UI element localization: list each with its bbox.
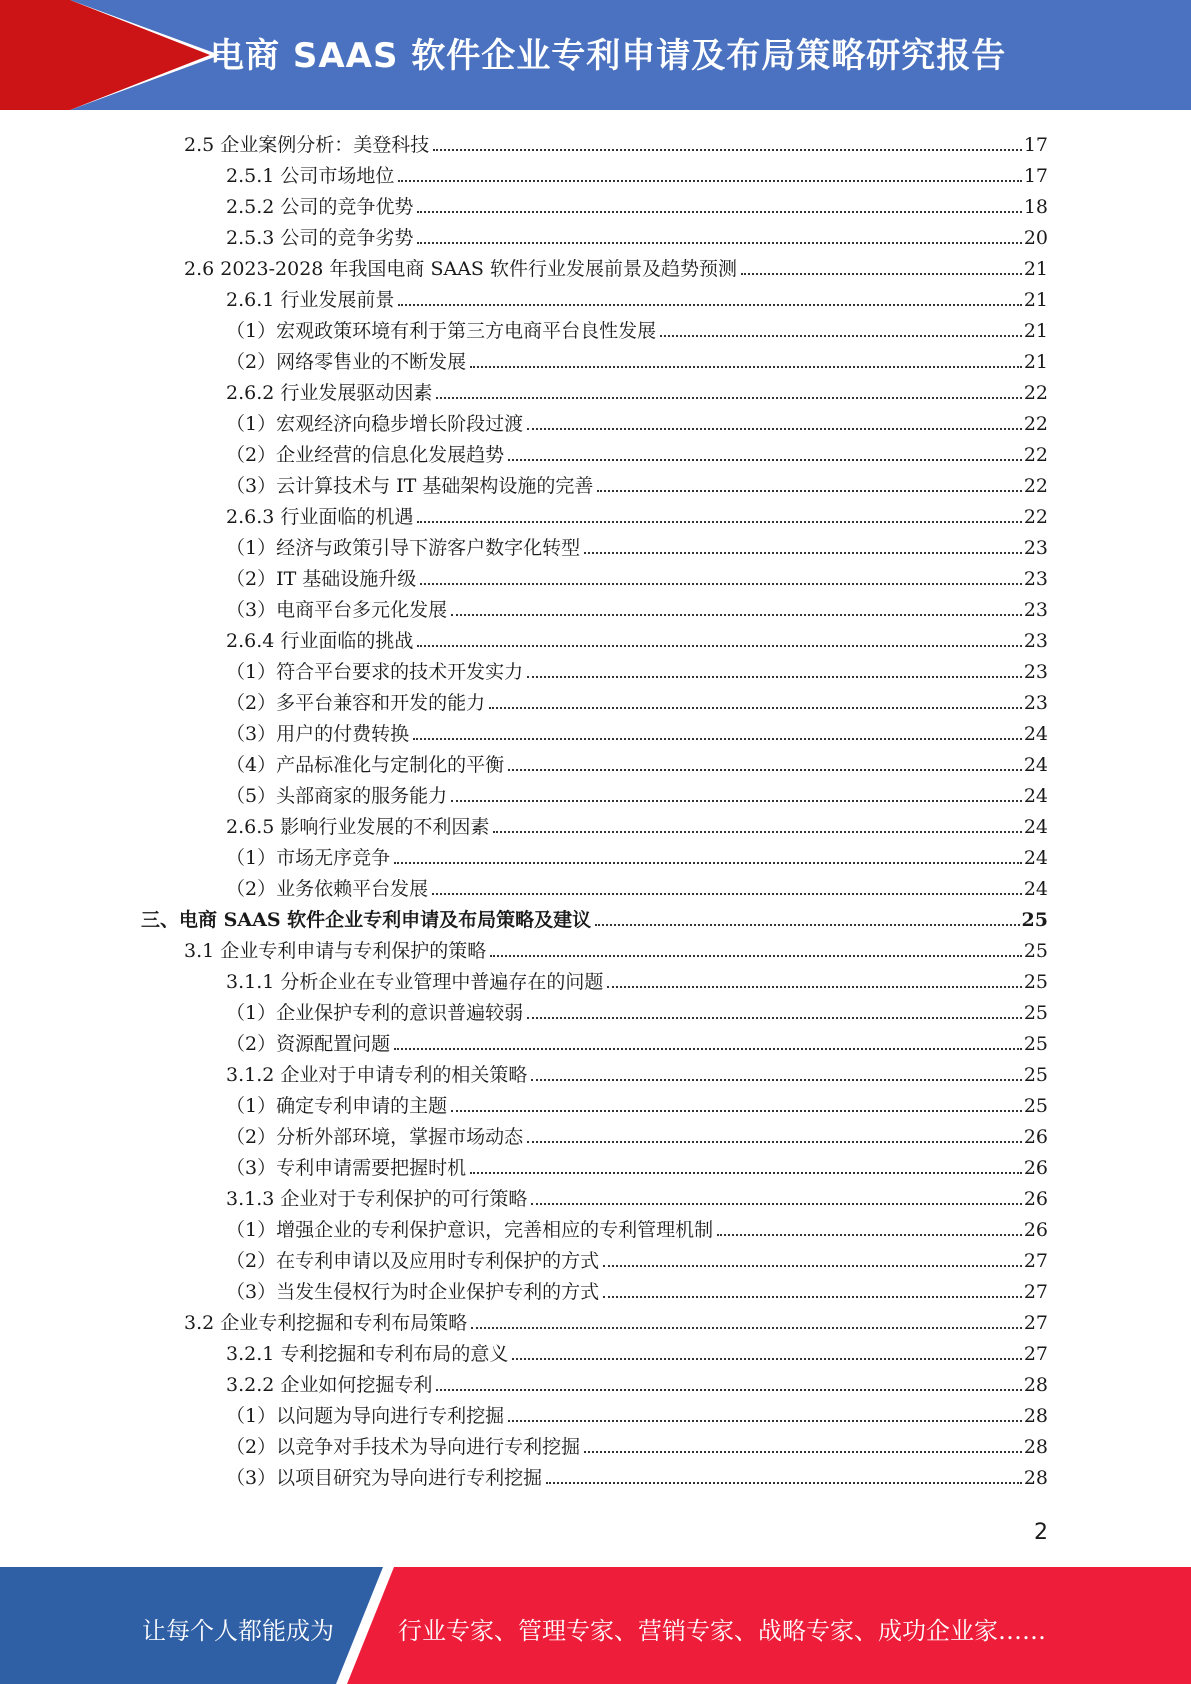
toc-entry-page: 25 xyxy=(1023,1095,1048,1117)
toc-entry-page: 17 xyxy=(1023,165,1048,187)
toc-entry[interactable] xyxy=(226,529,1048,560)
toc-entry[interactable] xyxy=(226,622,1048,653)
toc-entry-page: 28 xyxy=(1023,1436,1048,1458)
toc-entry-page: 23 xyxy=(1023,599,1048,621)
toc-entry-title: （2）业务依赖平台发展 xyxy=(226,878,429,900)
toc-entry-title: （4）产品标准化与定制化的平衡 xyxy=(226,754,505,776)
toc-leader-dots xyxy=(597,490,1021,492)
toc-leader-dots xyxy=(508,459,1022,461)
toc-entry[interactable] xyxy=(226,343,1048,374)
toc-entry-title: 3.2.1 专利挖掘和专利布局的意义 xyxy=(226,1343,509,1365)
toc-entry[interactable] xyxy=(226,1087,1048,1118)
toc-entry-title: （1）确定专利申请的主题 xyxy=(226,1095,448,1117)
toc-entry-title: （1）宏观经济向稳步增长阶段过渡 xyxy=(226,413,524,435)
toc-entry-title: （3）用户的付费转换 xyxy=(226,723,410,745)
toc-entry-title: 2.5.1 公司市场地位 xyxy=(226,165,395,187)
toc-entry-page: 22 xyxy=(1023,413,1048,435)
toc-entry-title: （1）市场无序竞争 xyxy=(226,847,391,869)
toc-leader-dots xyxy=(398,304,1021,306)
toc-leader-dots xyxy=(451,800,1022,802)
toc-entry-page: 27 xyxy=(1023,1312,1048,1334)
toc-leader-dots xyxy=(527,428,1022,430)
header-arrow xyxy=(70,0,210,110)
toc-entry-page: 26 xyxy=(1023,1126,1048,1148)
toc-leader-dots xyxy=(413,738,1022,740)
toc-entry[interactable] xyxy=(226,498,1048,529)
toc-leader-dots xyxy=(420,583,1022,585)
toc-entry-title: （3）专利申请需要把握时机 xyxy=(226,1157,467,1179)
toc-entry-page: 22 xyxy=(1023,382,1048,404)
toc-entry[interactable] xyxy=(226,1025,1048,1056)
toc-entry-title: 2.6.5 影响行业发展的不利因素 xyxy=(226,816,490,838)
toc-leader-dots xyxy=(470,366,1022,368)
toc-entry[interactable] xyxy=(226,1118,1048,1149)
toc-leader-dots xyxy=(433,149,1022,151)
toc-entry[interactable] xyxy=(184,126,1048,157)
toc-entry[interactable] xyxy=(226,1180,1048,1211)
toc-entry-page: 18 xyxy=(1023,196,1048,218)
toc-leader-dots xyxy=(471,1327,1022,1329)
toc-entry-title: （2）资源配置问题 xyxy=(226,1033,391,1055)
toc-entry-page: 20 xyxy=(1023,227,1048,249)
toc-entry[interactable] xyxy=(226,219,1048,250)
toc-entry-title: （3）电商平台多元化发展 xyxy=(226,599,448,621)
toc-leader-dots xyxy=(508,1420,1022,1422)
toc-entry[interactable] xyxy=(226,653,1048,684)
toc-entry[interactable] xyxy=(226,312,1048,343)
toc-leader-dots xyxy=(527,676,1022,678)
toc-entry-page: 22 xyxy=(1023,475,1048,497)
toc-leader-dots xyxy=(394,862,1022,864)
toc-entry[interactable] xyxy=(226,1211,1048,1242)
toc-leader-dots xyxy=(546,1482,1022,1484)
toc-entry-page: 23 xyxy=(1023,661,1048,683)
toc-leader-dots xyxy=(417,645,1021,647)
toc-leader-dots xyxy=(603,1265,1022,1267)
toc-entry[interactable] xyxy=(226,560,1048,591)
toc-leader-dots xyxy=(436,397,1021,399)
toc-entry-page: 25 xyxy=(1023,1002,1048,1024)
toc-entry-page: 23 xyxy=(1023,692,1048,714)
toc-entry-page: 24 xyxy=(1023,785,1048,807)
page-footer xyxy=(0,1567,1191,1684)
toc-entry-title: （2）多平台兼容和开发的能力 xyxy=(226,692,486,714)
toc-entry-title: 2.6.2 行业发展驱动因素 xyxy=(226,382,433,404)
toc-entry-page: 27 xyxy=(1023,1343,1048,1365)
toc-leader-dots xyxy=(717,1234,1022,1236)
toc-entry-page: 22 xyxy=(1023,444,1048,466)
toc-entry-page: 25 xyxy=(1023,1033,1048,1055)
toc-entry-page: 23 xyxy=(1023,568,1048,590)
toc-leader-dots xyxy=(584,552,1022,554)
toc-entry[interactable] xyxy=(226,684,1048,715)
toc-entry-title: （2）在专利申请以及应用时专利保护的方式 xyxy=(226,1250,600,1272)
toc-entry-page: 21 xyxy=(1023,351,1048,373)
toc-entry[interactable] xyxy=(141,901,1048,932)
toc-leader-dots xyxy=(660,335,1022,337)
toc-entry-title: （2）网络零售业的不断发展 xyxy=(226,351,467,373)
toc-leader-dots xyxy=(398,180,1021,182)
toc-entry[interactable] xyxy=(226,1397,1048,1428)
toc-entry-title: 三、电商 SAAS 软件企业专利申请及布局策略及建议 xyxy=(141,909,592,931)
toc-leader-dots xyxy=(527,1017,1022,1019)
toc-entry[interactable] xyxy=(226,963,1048,994)
toc-entry-title: 2.6 2023-2028 年我国电商 SAAS 软件行业发展前景及趋势预测 xyxy=(184,258,737,280)
toc-leader-dots xyxy=(436,1389,1021,1391)
toc-entry-page: 25 xyxy=(1023,971,1048,993)
toc-entry[interactable] xyxy=(226,1149,1048,1180)
toc-leader-dots xyxy=(417,521,1021,523)
toc-leader-dots xyxy=(417,242,1021,244)
toc-entry-title: 3.2 企业专利挖掘和专利布局策略 xyxy=(184,1312,468,1334)
page-number: 2 xyxy=(1034,1520,1048,1545)
toc-entry-title: （5）头部商家的服务能力 xyxy=(226,785,448,807)
toc-entry-page: 23 xyxy=(1023,537,1048,559)
toc-entry-title: （1）宏观政策环境有利于第三方电商平台良性发展 xyxy=(226,320,657,342)
toc-leader-dots xyxy=(531,1079,1021,1081)
toc-entry[interactable] xyxy=(226,1366,1048,1397)
toc-entry[interactable] xyxy=(226,405,1048,436)
toc-entry-page: 28 xyxy=(1023,1467,1048,1489)
toc-leader-dots xyxy=(607,986,1021,988)
toc-leader-dots xyxy=(603,1296,1022,1298)
toc-entry-title: 3.2.2 企业如何挖掘专利 xyxy=(226,1374,433,1396)
toc-leader-dots xyxy=(527,1141,1022,1143)
toc-entry-page: 23 xyxy=(1023,630,1048,652)
toc-leader-dots xyxy=(512,1358,1021,1360)
toc-entry-title: （2）以竞争对手技术为导向进行专利挖掘 xyxy=(226,1436,581,1458)
toc-entry-page: 25 xyxy=(1023,940,1048,962)
toc-entry[interactable] xyxy=(226,746,1048,777)
toc-entry-title: （1）以问题为导向进行专利挖掘 xyxy=(226,1405,505,1427)
toc-entry[interactable] xyxy=(226,1242,1048,1273)
toc-entry-title: （3）当发生侵权行为时企业保护专利的方式 xyxy=(226,1281,600,1303)
toc-entry[interactable] xyxy=(226,591,1048,622)
toc-entry-title: 3.1.3 企业对于专利保护的可行策略 xyxy=(226,1188,528,1210)
toc-leader-dots xyxy=(584,1451,1022,1453)
toc-leader-dots xyxy=(394,1048,1022,1050)
toc-entry-title: （2）企业经营的信息化发展趋势 xyxy=(226,444,505,466)
toc-entry-title: 2.6.3 行业面临的机遇 xyxy=(226,506,414,528)
toc-entry[interactable] xyxy=(226,1459,1048,1490)
toc-entry-page: 24 xyxy=(1023,816,1048,838)
toc-leader-dots xyxy=(470,1172,1022,1174)
toc-entry-page: 28 xyxy=(1023,1405,1048,1427)
footer-slogan-right: 行业专家、管理专家、营销专家、战略专家、成功企业家…… xyxy=(398,1617,1046,1645)
toc-entry-title: （1）企业保护专利的意识普遍较弱 xyxy=(226,1002,524,1024)
toc-entry[interactable] xyxy=(226,1056,1048,1087)
toc-entry-title: （1）经济与政策引导下游客户数字化转型 xyxy=(226,537,581,559)
toc-entry-page: 24 xyxy=(1023,847,1048,869)
toc-entry-title: （2）IT 基础设施升级 xyxy=(226,568,417,590)
toc-entry-page: 28 xyxy=(1023,1374,1048,1396)
toc-entry-page: 22 xyxy=(1023,506,1048,528)
toc-entry[interactable] xyxy=(226,1335,1048,1366)
toc-entry-page: 27 xyxy=(1023,1281,1048,1303)
toc-leader-dots xyxy=(451,1110,1022,1112)
toc-entry-page: 25 xyxy=(1021,909,1048,931)
toc-entry[interactable] xyxy=(226,808,1048,839)
footer-slogan-left: 让每个人都能成为 xyxy=(142,1617,334,1645)
toc-entry[interactable] xyxy=(184,932,1048,963)
toc-entry[interactable] xyxy=(226,777,1048,808)
toc-entry-page: 17 xyxy=(1023,134,1048,156)
toc-leader-dots xyxy=(489,707,1022,709)
page-header xyxy=(0,0,1191,110)
toc-leader-dots xyxy=(595,924,1019,926)
toc-entry-page: 26 xyxy=(1023,1188,1048,1210)
toc-entry[interactable] xyxy=(226,1273,1048,1304)
toc-entry-title: （3）以项目研究为导向进行专利挖掘 xyxy=(226,1467,543,1489)
toc-entry-title: 3.1.2 企业对于申请专利的相关策略 xyxy=(226,1064,528,1086)
report-title: 电商 SAAS 软件企业专利申请及布局策略研究报告 xyxy=(210,36,1007,76)
toc-leader-dots xyxy=(451,614,1022,616)
toc-entry[interactable] xyxy=(184,1304,1048,1335)
toc-entry-page: 26 xyxy=(1023,1219,1048,1241)
toc-leader-dots xyxy=(741,273,1022,275)
toc-entry-title: 2.6.1 行业发展前景 xyxy=(226,289,395,311)
toc-entry-title: （2）分析外部环境，掌握市场动态 xyxy=(226,1126,524,1148)
toc-entry-title: 3.1.1 分析企业在专业管理中普遍存在的问题 xyxy=(226,971,604,993)
toc-entry[interactable] xyxy=(226,188,1048,219)
toc-entry-page: 27 xyxy=(1023,1250,1048,1272)
toc-entry-title: （1）增强企业的专利保护意识，完善相应的专利管理机制 xyxy=(226,1219,714,1241)
toc-entry[interactable] xyxy=(226,467,1048,498)
toc-entry-title: 2.5.3 公司的竞争劣势 xyxy=(226,227,414,249)
toc-entry-title: 2.5.2 公司的竞争优势 xyxy=(226,196,414,218)
toc-entry-page: 24 xyxy=(1023,878,1048,900)
toc-entry-page: 21 xyxy=(1023,289,1048,311)
toc-leader-dots xyxy=(531,1203,1021,1205)
toc-leader-dots xyxy=(417,211,1021,213)
toc-entry[interactable] xyxy=(226,374,1048,405)
toc-leader-dots xyxy=(490,955,1022,957)
toc-entry-page: 21 xyxy=(1023,320,1048,342)
toc-entry[interactable] xyxy=(226,839,1048,870)
toc-entry[interactable] xyxy=(226,994,1048,1025)
toc-entry[interactable] xyxy=(226,870,1048,901)
toc-entry-title: 3.1 企业专利申请与专利保护的策略 xyxy=(184,940,487,962)
toc-leader-dots xyxy=(508,769,1022,771)
toc-entry-page: 25 xyxy=(1023,1064,1048,1086)
toc-entry-page: 26 xyxy=(1023,1157,1048,1179)
toc-entry-title: （3）云计算技术与 IT 基础架构设施的完善 xyxy=(226,475,594,497)
toc-entry[interactable] xyxy=(226,436,1048,467)
toc-leader-dots xyxy=(493,831,1021,833)
toc-entry[interactable] xyxy=(226,157,1048,188)
header-red-accent xyxy=(0,0,70,110)
toc-entry-page: 21 xyxy=(1023,258,1048,280)
toc-entry[interactable] xyxy=(226,715,1048,746)
toc-entry-title: 2.5 企业案例分析：美登科技 xyxy=(184,134,430,156)
toc-entry-page: 24 xyxy=(1023,723,1048,745)
toc-leader-dots xyxy=(432,893,1022,895)
toc-entry-page: 24 xyxy=(1023,754,1048,776)
toc-entry-title: 2.6.4 行业面临的挑战 xyxy=(226,630,414,652)
toc-entry[interactable] xyxy=(184,250,1048,281)
toc-entry[interactable] xyxy=(226,281,1048,312)
toc-entry[interactable] xyxy=(226,1428,1048,1459)
toc-entry-title: （1）符合平台要求的技术开发实力 xyxy=(226,661,524,683)
